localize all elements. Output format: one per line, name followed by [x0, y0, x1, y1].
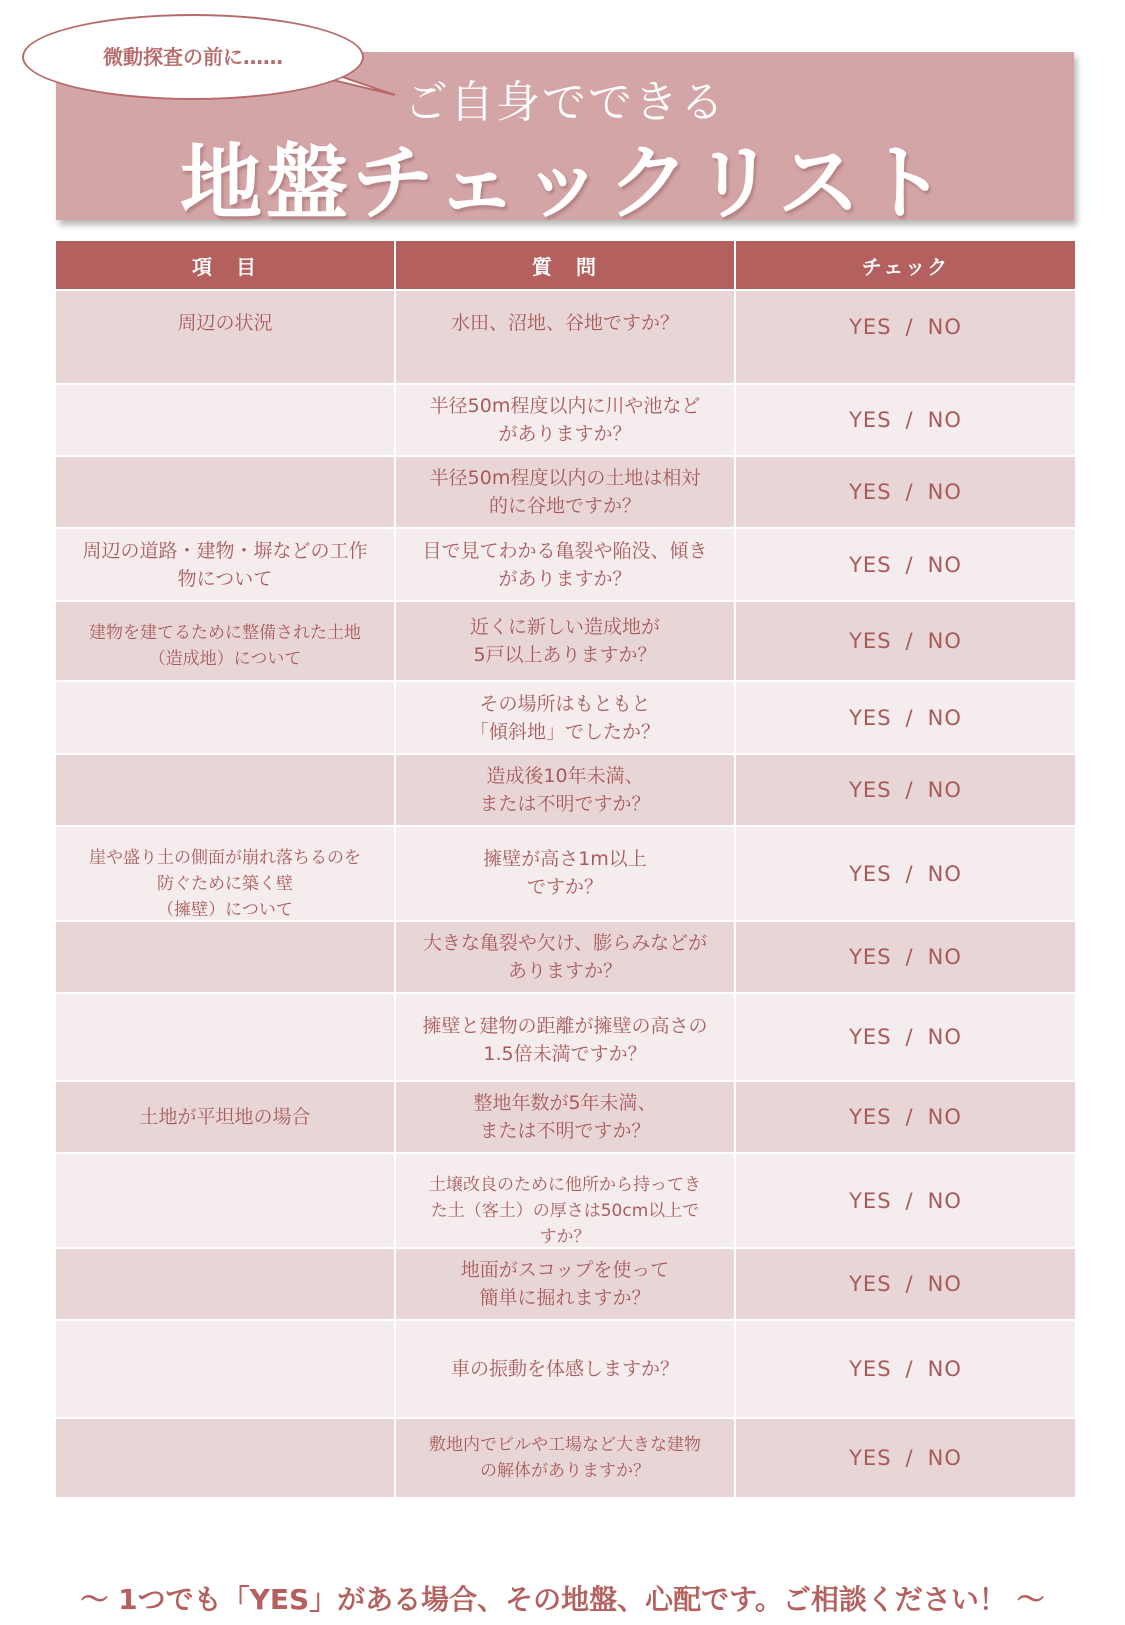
option-separator: / — [905, 1105, 914, 1129]
category-cell: 土地が平坦地の場合 — [56, 1082, 396, 1152]
table-row — [56, 600, 1075, 680]
yes-option[interactable]: YES — [849, 480, 892, 504]
no-option[interactable]: NO — [927, 1272, 962, 1296]
yes-option[interactable]: YES — [849, 315, 892, 339]
option-separator: / — [905, 408, 914, 432]
table-row — [56, 1080, 1075, 1152]
category-cell: 崖や盛り土の側面が崩れ落ちるのを 防ぐために築く壁 （擁壁）について — [56, 827, 396, 920]
yes-option[interactable]: YES — [849, 1025, 892, 1049]
table-row — [56, 383, 1075, 455]
check-cell — [736, 457, 1075, 527]
table-row — [56, 1152, 1075, 1247]
question-cell: 造成後10年未満、 または不明ですか？ — [396, 755, 736, 825]
option-separator: / — [905, 1446, 914, 1470]
option-separator: / — [905, 552, 914, 577]
check-cell — [736, 827, 1075, 920]
category-cell — [56, 1321, 396, 1417]
option-separator: / — [905, 1272, 914, 1296]
question-cell: 近くに新しい造成地が 5戸以上ありますか？ — [396, 602, 736, 680]
no-option[interactable]: NO — [927, 945, 962, 969]
question-cell: 目で見てわかる亀裂や陥没、傾き がありますか？ — [396, 529, 736, 600]
category-cell — [56, 682, 396, 753]
question-cell: 地面がスコップを使って 簡単に掘れますか？ — [396, 1249, 736, 1319]
check-cell — [736, 1249, 1075, 1319]
category-cell — [56, 755, 396, 825]
page-title: 地盤チェックリスト — [180, 136, 950, 231]
check-cell — [736, 1419, 1075, 1497]
column-header-question: 質 問 — [396, 241, 736, 289]
check-cell — [736, 755, 1075, 825]
question-cell: 水田、沼地、谷地ですか？ — [396, 291, 736, 383]
table-row — [56, 920, 1075, 992]
yes-option[interactable]: YES — [849, 1357, 892, 1381]
option-separator: / — [905, 629, 914, 653]
question-cell: 整地年数が5年未満、 または不明ですか？ — [396, 1082, 736, 1152]
question-cell: 擁壁が高さ1m以上 ですか？ — [396, 827, 736, 920]
category-cell: 周辺の状況 — [56, 291, 396, 383]
check-cell — [736, 1321, 1075, 1417]
yes-option[interactable]: YES — [849, 1188, 892, 1213]
speech-bubble-text: 微動探査の前に…… — [103, 44, 283, 69]
speech-bubble — [22, 14, 364, 100]
no-option[interactable]: NO — [927, 778, 962, 802]
yes-option[interactable]: YES — [849, 552, 892, 577]
check-cell — [736, 1082, 1075, 1152]
question-cell: 車の振動を体感しますか？ — [396, 1321, 736, 1417]
option-separator: / — [905, 1188, 914, 1213]
check-cell — [736, 682, 1075, 753]
table-row — [56, 1319, 1075, 1417]
check-cell — [736, 602, 1075, 680]
option-separator: / — [905, 1357, 914, 1381]
yes-option[interactable]: YES — [849, 945, 892, 969]
category-cell: 建物を建てるために整備された土地 （造成地）について — [56, 602, 396, 680]
no-option[interactable]: NO — [927, 1446, 962, 1470]
table-row — [56, 680, 1075, 753]
option-separator: / — [905, 778, 914, 802]
table-row — [56, 1417, 1075, 1497]
table-row — [56, 527, 1075, 600]
yes-option[interactable]: YES — [849, 861, 892, 886]
category-cell: 周辺の道路・建物・塀などの工作 物について — [56, 529, 396, 600]
table-row — [56, 825, 1075, 920]
no-option[interactable]: NO — [927, 480, 962, 504]
table-row — [56, 1247, 1075, 1319]
question-cell: 土壌改良のために他所から持ってき た土（客土）の厚さは50cm以上で すか？ — [396, 1154, 736, 1247]
subtitle: ご自身でできる — [404, 77, 726, 128]
category-cell — [56, 1249, 396, 1319]
table-row — [56, 753, 1075, 825]
no-option[interactable]: NO — [927, 1188, 962, 1213]
no-option[interactable]: NO — [927, 861, 962, 886]
check-cell — [736, 529, 1075, 600]
option-separator: / — [905, 945, 914, 969]
option-separator: / — [905, 1025, 914, 1049]
option-separator: / — [905, 480, 914, 504]
no-option[interactable]: NO — [927, 1105, 962, 1129]
no-option[interactable]: NO — [927, 705, 962, 730]
no-option[interactable]: NO — [927, 552, 962, 577]
question-cell: 大きな亀裂や欠け、膨らみなどが ありますか？ — [396, 922, 736, 992]
no-option[interactable]: NO — [927, 629, 962, 653]
category-cell — [56, 1154, 396, 1247]
question-cell: 半径50m程度以内の土地は相対 的に谷地ですか？ — [396, 457, 736, 527]
no-option[interactable]: NO — [927, 315, 962, 339]
table-body — [56, 289, 1075, 1497]
yes-option[interactable]: YES — [849, 1105, 892, 1129]
yes-option[interactable]: YES — [849, 705, 892, 730]
no-option[interactable]: NO — [927, 408, 962, 432]
option-separator: / — [905, 315, 914, 339]
question-cell: 敷地内でビルや工場など大きな建物 の解体がありますか？ — [396, 1419, 736, 1497]
table-row — [56, 455, 1075, 527]
question-cell: その場所はもともと 「傾斜地」でしたか？ — [396, 682, 736, 753]
category-cell — [56, 994, 396, 1080]
column-header-check: チェック — [736, 241, 1075, 289]
no-option[interactable]: NO — [927, 1025, 962, 1049]
yes-option[interactable]: YES — [849, 778, 892, 802]
category-cell — [56, 457, 396, 527]
check-cell — [736, 1154, 1075, 1247]
no-option[interactable]: NO — [927, 1357, 962, 1381]
check-cell — [736, 994, 1075, 1080]
check-cell — [736, 922, 1075, 992]
option-separator: / — [905, 861, 914, 886]
check-cell — [736, 291, 1075, 383]
yes-option[interactable]: YES — [849, 1446, 892, 1470]
yes-option[interactable]: YES — [849, 629, 892, 653]
category-cell — [56, 922, 396, 992]
table-row — [56, 992, 1075, 1080]
table-row — [56, 289, 1075, 383]
question-cell: 半径50m程度以内に川や池など がありますか？ — [396, 385, 736, 455]
column-header-item: 項 目 — [56, 241, 396, 289]
category-cell — [56, 1419, 396, 1497]
table-header — [56, 241, 1075, 289]
footer-message: ～ 1つでも「YES」がある場合、その地盤、心配です。ご相談ください！ ～ — [80, 1583, 1045, 1616]
option-separator: / — [905, 705, 914, 730]
question-cell: 擁壁と建物の距離が擁壁の高さの 1.5倍未満ですか？ — [396, 994, 736, 1080]
yes-option[interactable]: YES — [849, 1272, 892, 1296]
category-cell — [56, 385, 396, 455]
yes-option[interactable]: YES — [849, 408, 892, 432]
check-cell — [736, 385, 1075, 455]
checklist-table — [56, 241, 1075, 1497]
